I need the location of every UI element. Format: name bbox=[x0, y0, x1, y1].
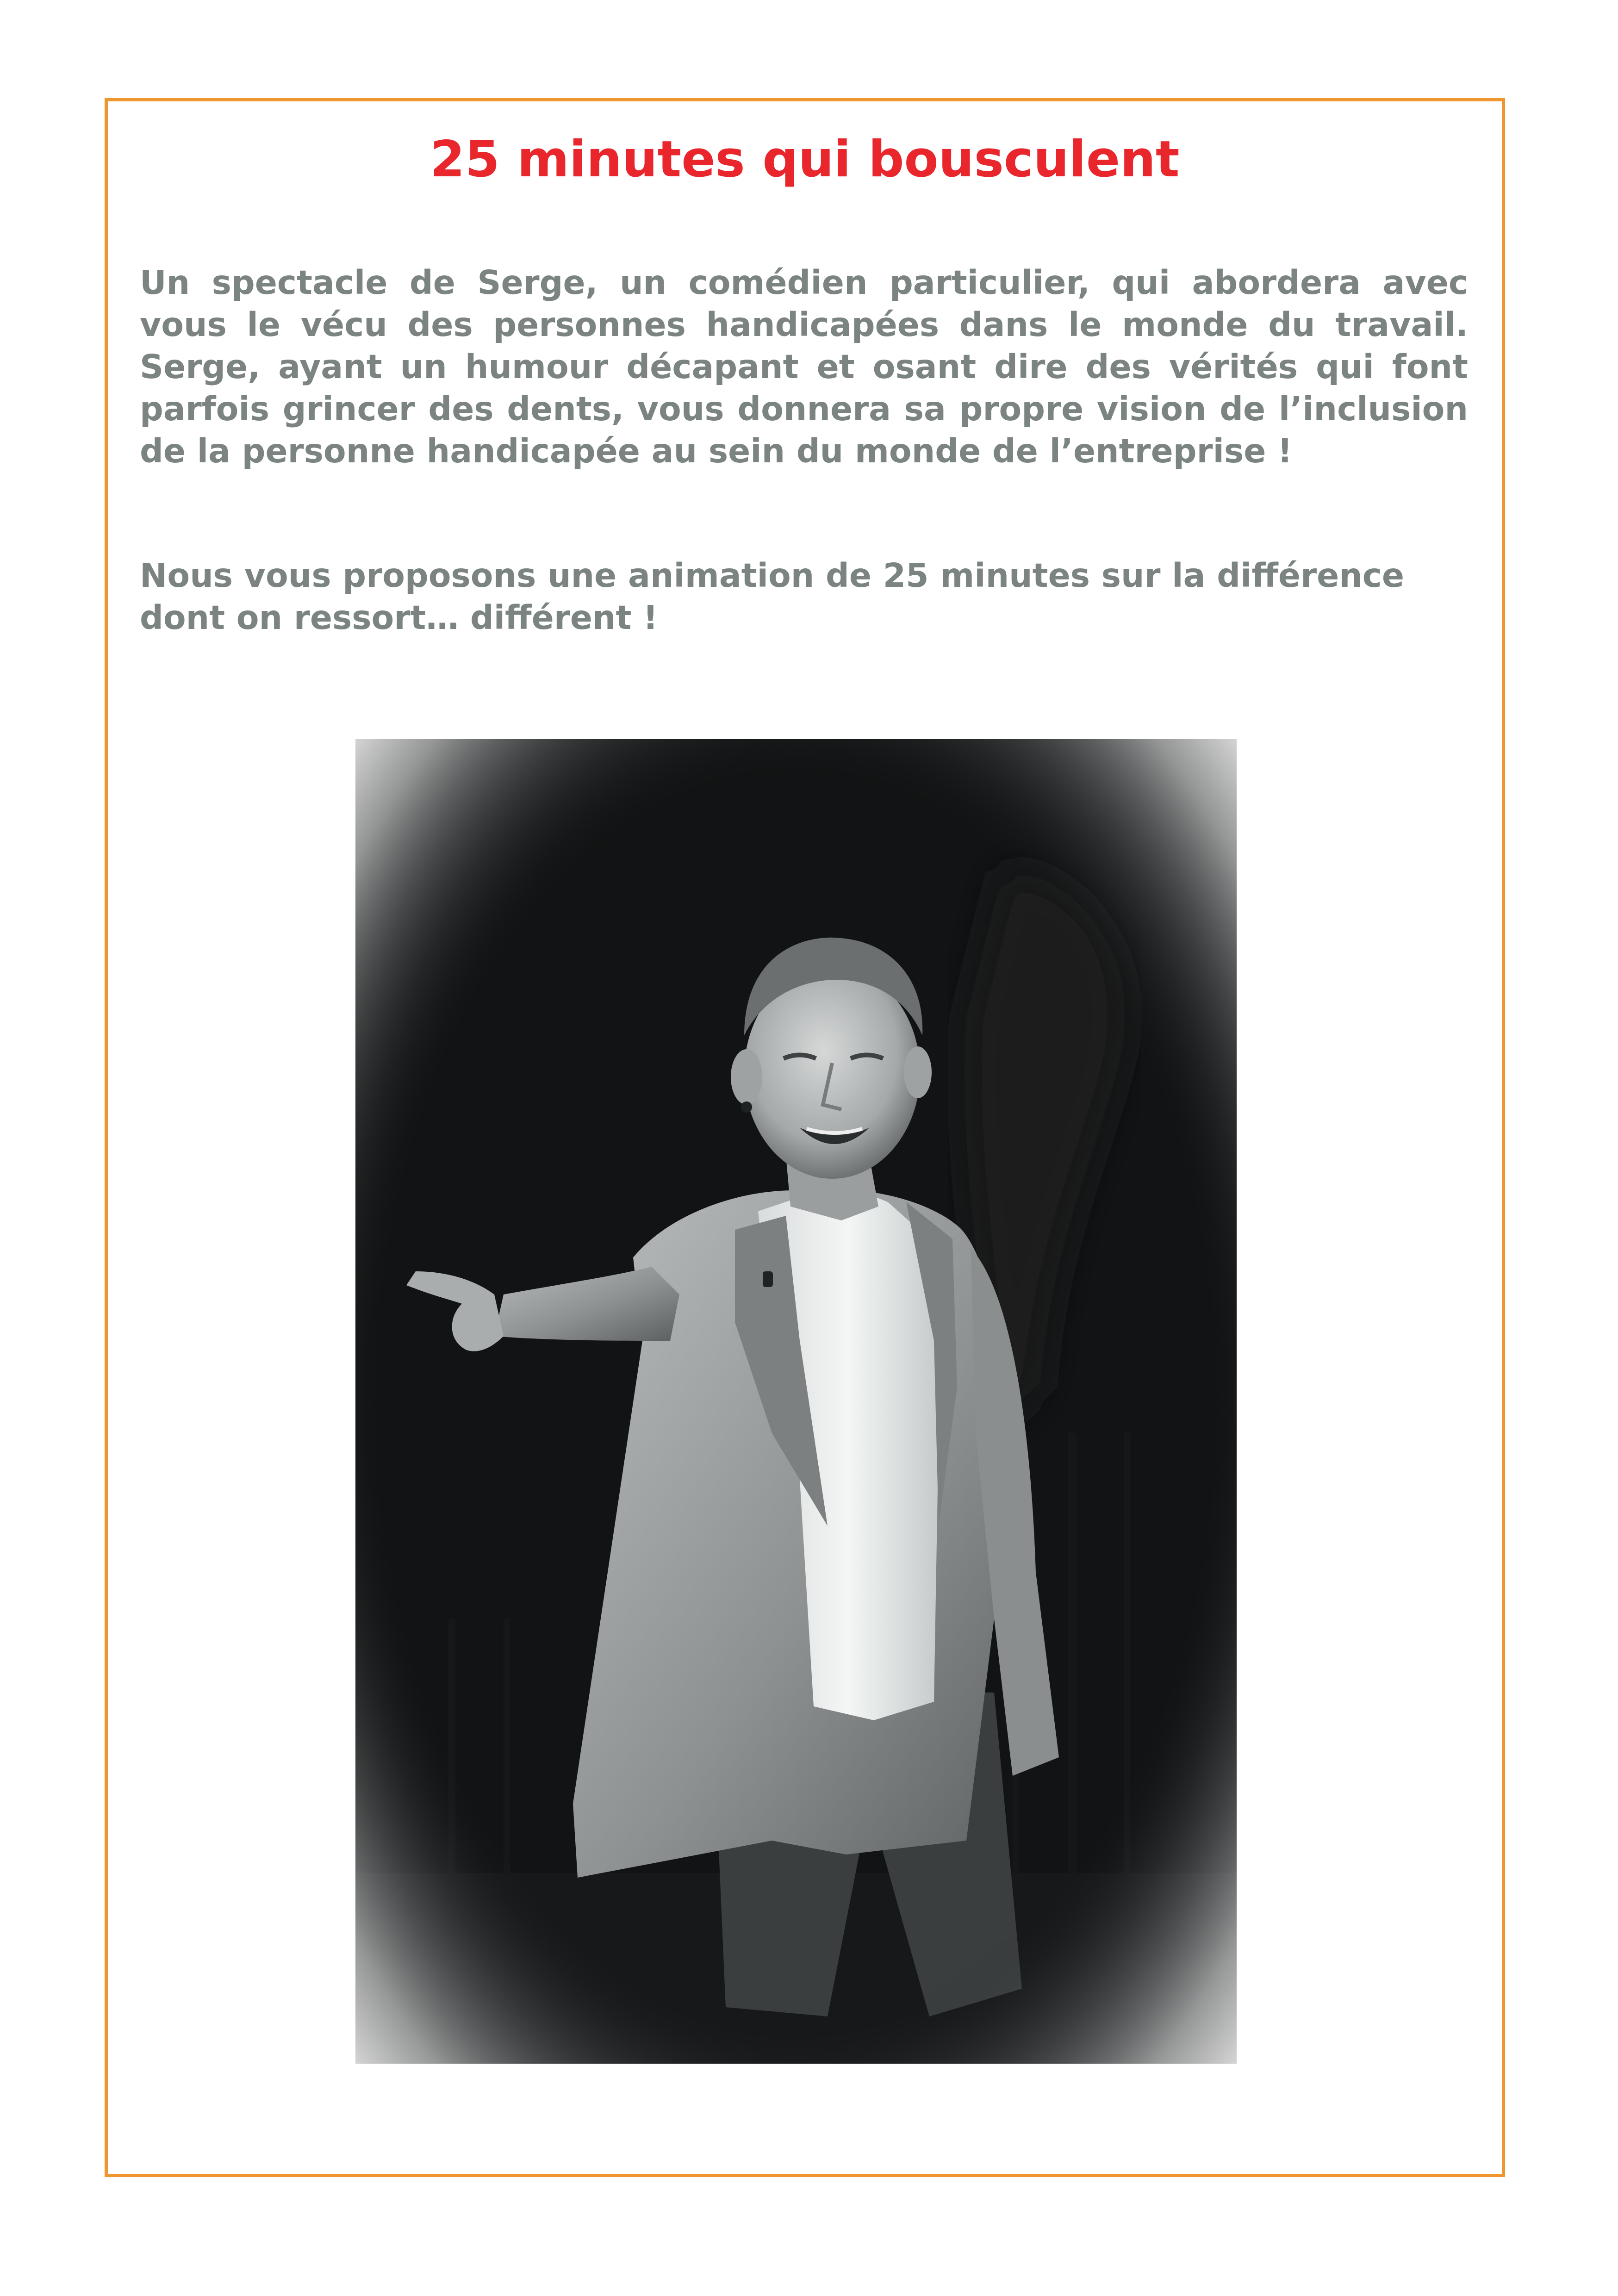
page-title: 25 minutes qui bousculent bbox=[430, 131, 1180, 188]
intro-paragraph: Un spectacle de Serge, un comédien particulier, qui abordera avec vous le vécu des personnes handicapées dans le monde du travail. Serge, ayant un humour décapant et osant dire des vérités qui font parfois grincer des dents, vous donnera sa propre vision de l’inclusion de la personne handicapée au sein du monde de l’entreprise ! bbox=[140, 263, 1468, 470]
performer-photo bbox=[355, 739, 1237, 2064]
offer-paragraph: Nous vous proposons une animation de 25 minutes sur la différence dont on ressort… différent ! bbox=[140, 556, 1405, 637]
